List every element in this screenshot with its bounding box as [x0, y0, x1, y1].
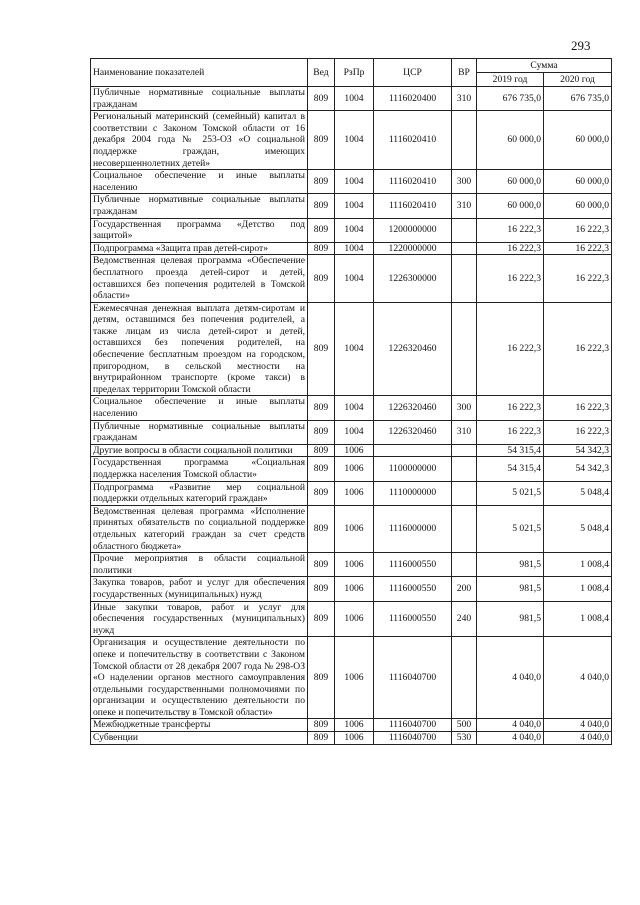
row-vr: 300	[452, 396, 477, 420]
row-rzpr: 1006	[335, 601, 374, 637]
row-vr	[452, 111, 477, 170]
row-ved: 809	[308, 601, 335, 637]
row-sum-2019: 16 222,3	[477, 396, 544, 420]
row-sum-2019: 5 021,5	[477, 481, 544, 505]
row-csr: 1116020410	[374, 111, 452, 170]
budget-table	[90, 58, 612, 745]
row-sum-2019: 16 222,3	[477, 420, 544, 444]
row-sum-2020: 16 222,3	[544, 255, 612, 302]
row-rzpr: 1006	[335, 637, 374, 719]
row-vr	[452, 553, 477, 577]
row-ved: 809	[308, 170, 335, 194]
row-sum-2019: 4 040,0	[477, 719, 544, 732]
row-sum-2019: 4 040,0	[477, 637, 544, 719]
row-sum-2020: 60 000,0	[544, 111, 612, 170]
row-rzpr: 1004	[335, 218, 374, 242]
table-row	[91, 218, 612, 242]
row-vr: 200	[452, 577, 477, 601]
row-sum-2019: 16 222,3	[477, 218, 544, 242]
row-name: Организация и осуществление деятельности по опеке и попечительству в соответствии с Законом Томской области от 28 декабря 2007 года № 298-ОЗ «О наделении органов местного самоуправления отдельными государственными полномочиями по организации и осуществлению деятельности по опеке и попечительству в Томской области»	[91, 637, 308, 719]
row-csr: 1100000000	[374, 457, 452, 481]
header-name: Наименование показателей	[91, 59, 308, 87]
row-vr	[452, 255, 477, 302]
row-ved: 809	[308, 255, 335, 302]
table-row	[91, 553, 612, 577]
row-rzpr: 1006	[335, 719, 374, 732]
header-rzpr: РзПр	[335, 59, 374, 87]
row-ved: 809	[308, 444, 335, 457]
row-vr: 500	[452, 719, 477, 732]
table-row	[91, 242, 612, 255]
row-vr: 240	[452, 601, 477, 637]
row-sum-2020: 60 000,0	[544, 194, 612, 218]
row-sum-2019: 981,5	[477, 577, 544, 601]
row-sum-2019: 5 021,5	[477, 505, 544, 552]
row-vr: 310	[452, 194, 477, 218]
row-sum-2019: 60 000,0	[477, 111, 544, 170]
row-vr: 300	[452, 170, 477, 194]
row-sum-2019: 16 222,3	[477, 302, 544, 396]
row-name: Ведомственная целевая программа «Обеспечение бесплатного проезда детей-сирот и детей, оставшихся без попечения родителей в Томской области»	[91, 255, 308, 302]
row-name: Другие вопросы в области социальной политики	[91, 444, 308, 457]
row-vr	[452, 505, 477, 552]
row-sum-2020: 16 222,3	[544, 420, 612, 444]
row-name: Ведомственная целевая программа «Исполнение принятых обязательств по социальной поддержке отдельных категорий граждан за счет средств областного бюджета»	[91, 505, 308, 552]
table-row	[91, 577, 612, 601]
row-vr: 310	[452, 420, 477, 444]
row-ved: 809	[308, 577, 335, 601]
row-csr	[374, 444, 452, 457]
row-vr	[452, 444, 477, 457]
row-ved: 809	[308, 242, 335, 255]
row-ved: 809	[308, 302, 335, 396]
table-row	[91, 255, 612, 302]
table-row	[91, 194, 612, 218]
table-row	[91, 457, 612, 481]
row-rzpr: 1006	[335, 505, 374, 552]
row-rzpr: 1004	[335, 396, 374, 420]
row-ved: 809	[308, 396, 335, 420]
row-csr: 1116040700	[374, 637, 452, 719]
row-csr: 1116020400	[374, 87, 452, 111]
row-vr	[452, 302, 477, 396]
row-csr: 1226320460	[374, 302, 452, 396]
row-csr: 1116000550	[374, 577, 452, 601]
table-row	[91, 505, 612, 552]
table-row	[91, 87, 612, 111]
row-sum-2020: 5 048,4	[544, 505, 612, 552]
row-csr: 1116020410	[374, 170, 452, 194]
row-name: Подпрограмма «Защита прав детей-сирот»	[91, 242, 308, 255]
row-csr: 1116000000	[374, 505, 452, 552]
row-rzpr: 1006	[335, 457, 374, 481]
row-sum-2020: 54 342,3	[544, 444, 612, 457]
row-name: Межбюджетные трансферты	[91, 719, 308, 732]
row-sum-2020: 4 040,0	[544, 732, 612, 745]
row-rzpr: 1006	[335, 577, 374, 601]
row-ved: 809	[308, 420, 335, 444]
row-ved: 809	[308, 637, 335, 719]
row-vr: 310	[452, 87, 477, 111]
table-row	[91, 302, 612, 396]
row-sum-2020: 1 008,4	[544, 553, 612, 577]
row-name: Государственная программа «Социальная поддержка населения Томской области»	[91, 457, 308, 481]
row-vr	[452, 457, 477, 481]
row-ved: 809	[308, 194, 335, 218]
row-sum-2019: 16 222,3	[477, 255, 544, 302]
row-sum-2020: 54 342,3	[544, 457, 612, 481]
row-name: Ежемесячная денежная выплата детям-сиротам и детям, оставшимся без попечения родителей, а также лицам из числа детей-сирот и детей, оставшихся без попечения родителей, на обеспечение бесплатным проездом на городском, пригородном, в сельской местности на внутрирайонном транспорте (кроме такси) в пределах территории Томской области	[91, 302, 308, 396]
row-sum-2020: 4 040,0	[544, 637, 612, 719]
row-ved: 809	[308, 457, 335, 481]
row-csr: 1226300000	[374, 255, 452, 302]
row-csr: 1116020410	[374, 194, 452, 218]
row-csr: 1110000000	[374, 481, 452, 505]
row-csr: 1116000550	[374, 601, 452, 637]
row-rzpr: 1004	[335, 255, 374, 302]
row-sum-2019: 4 040,0	[477, 732, 544, 745]
row-name: Социальное обеспечение и иные выплаты населению	[91, 170, 308, 194]
row-rzpr: 1004	[335, 302, 374, 396]
row-rzpr: 1004	[335, 242, 374, 255]
row-sum-2020: 676 735,0	[544, 87, 612, 111]
row-name: Публичные нормативные социальные выплаты гражданам	[91, 420, 308, 444]
row-csr: 1200000000	[374, 218, 452, 242]
row-sum-2019: 676 735,0	[477, 87, 544, 111]
row-ved: 809	[308, 481, 335, 505]
row-sum-2020: 1 008,4	[544, 601, 612, 637]
row-name: Субвенции	[91, 732, 308, 745]
table-row	[91, 719, 612, 732]
row-ved: 809	[308, 719, 335, 732]
table-row	[91, 396, 612, 420]
row-name: Социальное обеспечение и иные выплаты населению	[91, 396, 308, 420]
table-row	[91, 444, 612, 457]
row-rzpr: 1006	[335, 481, 374, 505]
table-row	[91, 420, 612, 444]
row-name: Прочие мероприятия в области социальной политики	[91, 553, 308, 577]
row-rzpr: 1004	[335, 170, 374, 194]
row-sum-2020: 16 222,3	[544, 218, 612, 242]
row-csr: 1116000550	[374, 553, 452, 577]
table-row	[91, 111, 612, 170]
row-rzpr: 1006	[335, 553, 374, 577]
header-sum: Сумма	[477, 59, 612, 73]
row-name: Публичные нормативные социальные выплаты гражданам	[91, 194, 308, 218]
row-csr: 1116040700	[374, 719, 452, 732]
row-csr: 1226320460	[374, 420, 452, 444]
table-header	[91, 59, 612, 87]
row-name: Региональный материнский (семейный) капитал в соответствии с Законом Томской области от 16 декабря 2004 года № 253-ОЗ «О социальной поддержке граждан, имеющих несовершеннолетних детей»	[91, 111, 308, 170]
row-rzpr: 1006	[335, 444, 374, 457]
page-number: 293	[571, 38, 591, 53]
row-rzpr: 1004	[335, 111, 374, 170]
row-csr: 1220000000	[374, 242, 452, 255]
row-sum-2020: 16 222,3	[544, 396, 612, 420]
row-vr	[452, 242, 477, 255]
row-ved: 809	[308, 111, 335, 170]
row-sum-2020: 16 222,3	[544, 302, 612, 396]
row-name: Подпрограмма «Развитие мер социальной поддержки отдельных категорий граждан»	[91, 481, 308, 505]
header-year-2020: 2020 год	[544, 73, 612, 87]
header-vr: ВР	[452, 59, 477, 87]
row-sum-2019: 54 315,4	[477, 444, 544, 457]
row-sum-2020: 4 040,0	[544, 719, 612, 732]
row-name: Государственная программа «Детство под защитой»	[91, 218, 308, 242]
row-csr: 1226320460	[374, 396, 452, 420]
row-ved: 809	[308, 87, 335, 111]
table-row	[91, 637, 612, 719]
row-sum-2019: 981,5	[477, 553, 544, 577]
row-sum-2020: 5 048,4	[544, 481, 612, 505]
table-body	[91, 87, 612, 745]
row-vr	[452, 218, 477, 242]
row-rzpr: 1004	[335, 194, 374, 218]
table-row	[91, 601, 612, 637]
row-name: Публичные нормативные социальные выплаты гражданам	[91, 87, 308, 111]
row-sum-2019: 54 315,4	[477, 457, 544, 481]
row-ved: 809	[308, 732, 335, 745]
row-ved: 809	[308, 505, 335, 552]
row-vr: 530	[452, 732, 477, 745]
row-csr: 1116040700	[374, 732, 452, 745]
row-sum-2020: 60 000,0	[544, 170, 612, 194]
row-sum-2019: 16 222,3	[477, 242, 544, 255]
table-row	[91, 732, 612, 745]
table-row	[91, 481, 612, 505]
row-sum-2019: 60 000,0	[477, 170, 544, 194]
row-ved: 809	[308, 553, 335, 577]
row-ved: 809	[308, 218, 335, 242]
row-sum-2020: 16 222,3	[544, 242, 612, 255]
row-sum-2019: 60 000,0	[477, 194, 544, 218]
row-sum-2019: 981,5	[477, 601, 544, 637]
row-rzpr: 1004	[335, 87, 374, 111]
row-rzpr: 1006	[335, 732, 374, 745]
header-year-2019: 2019 год	[477, 73, 544, 87]
row-rzpr: 1004	[335, 420, 374, 444]
row-vr	[452, 637, 477, 719]
row-name: Закупка товаров, работ и услуг для обеспечения государственных (муниципальных) нужд	[91, 577, 308, 601]
row-name: Иные закупки товаров, работ и услуг для обеспечения государственных (муниципальных) нужд	[91, 601, 308, 637]
header-ved: Вед	[308, 59, 335, 87]
table-row	[91, 170, 612, 194]
row-vr	[452, 481, 477, 505]
header-csr: ЦСР	[374, 59, 452, 87]
row-sum-2020: 1 008,4	[544, 577, 612, 601]
